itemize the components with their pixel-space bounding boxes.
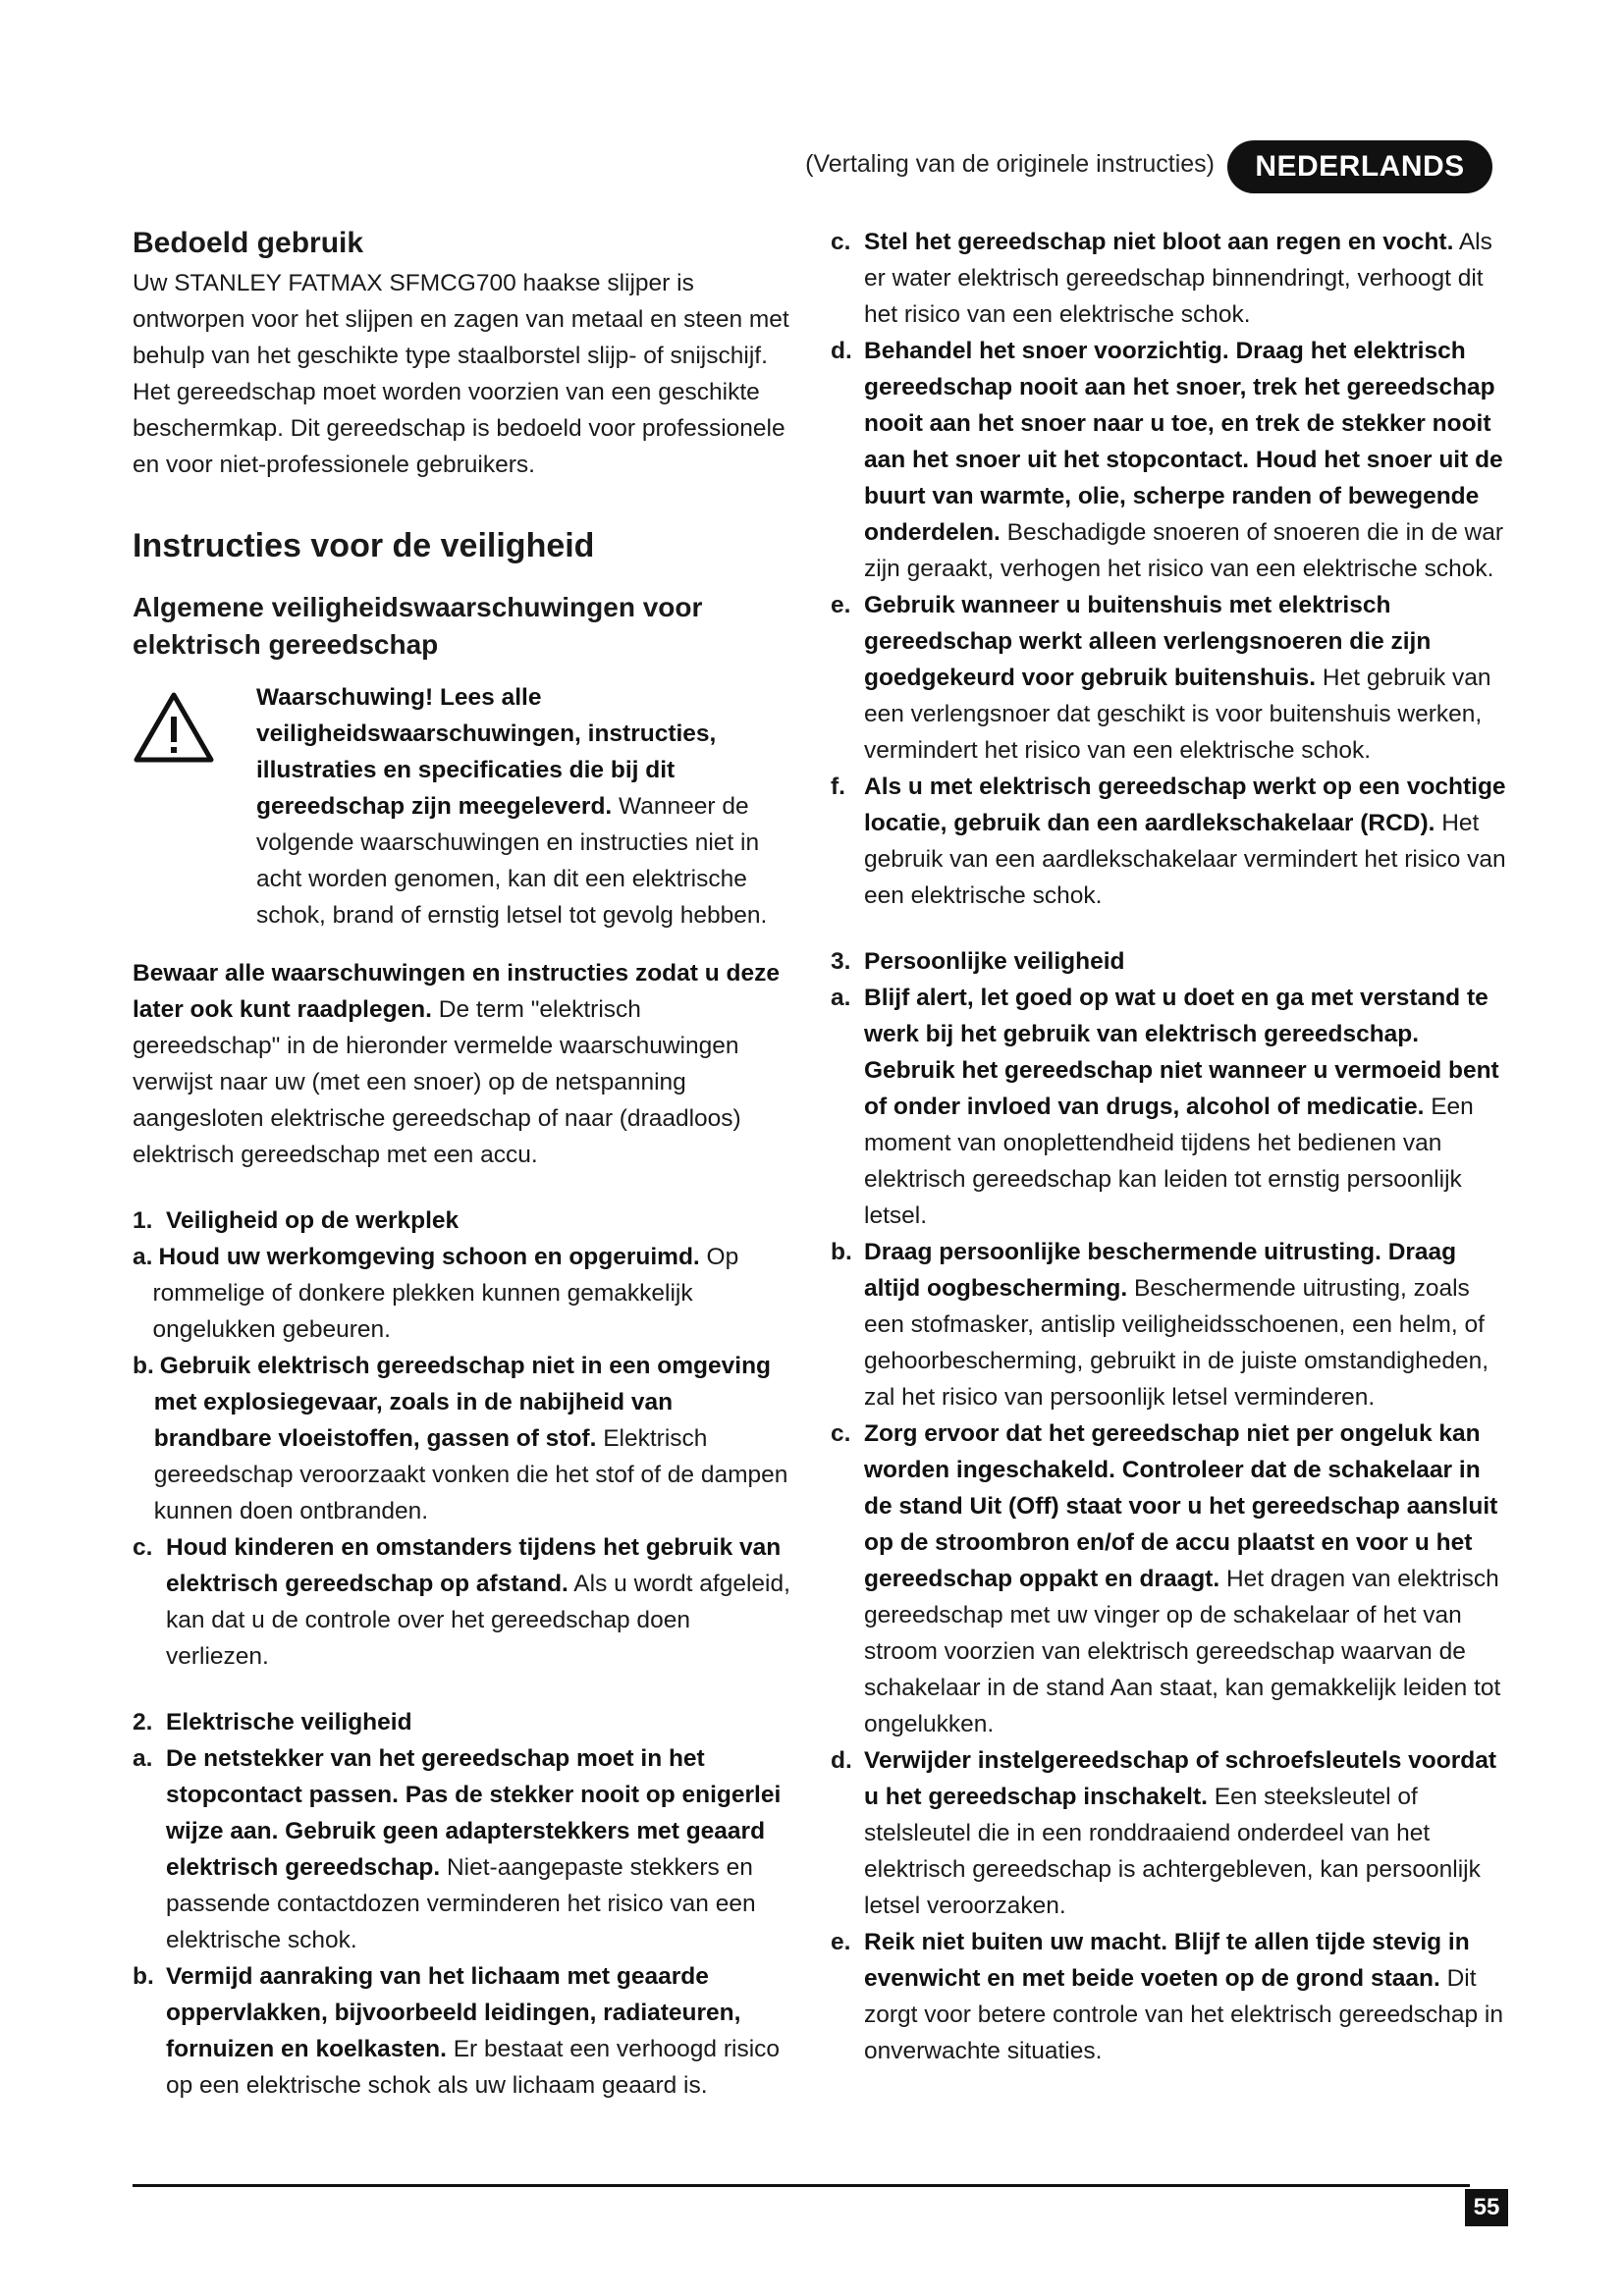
item-bold-text: Verwijder instelgereedschap of schroefsleutels voordat u het gereedschap inschakelt.	[864, 1747, 1497, 1810]
item-label: f.	[831, 774, 845, 800]
section-title: Veiligheid op de werkplek	[166, 1207, 460, 1234]
item-text: Elektrisch gereedschap veroorzaakt vonken die het stof of de dampen kunnen doen ontbranden.	[153, 1425, 788, 1524]
item-bold-text: Behandel het snoer voorzichtig. Draag het elektrisch gereedschap nooit aan het snoer, trek het gereedschap nooit aan het snoer naar u toe, en trek de stekker nooit aan het snoer uit het stopcontact. Houd het snoer uit de buurt van warmte, olie, scherpe randen of bewegende onderdelen.	[864, 338, 1503, 546]
item-text: Dit zorgt voor betere controle van het elektrisch gereedschap in onverwachte situaties.	[864, 1965, 1503, 2064]
list-item	[831, 1234, 1508, 1415]
item-bold-text: Reik niet buiten uw macht. Blijf te allen tijde stevig in evenwicht en met beide voeten op de grond staan.	[864, 1929, 1470, 1992]
list-item	[831, 1415, 1508, 1742]
item-bold-text: Stel het gereedschap niet bloot aan regen en vocht.	[864, 229, 1454, 255]
item-text: Op rommelige of donkere plekken kunnen gemakkelijk ongelukken gebeuren.	[152, 1244, 739, 1343]
right-column	[831, 224, 1508, 2069]
item-text: Beschermende uitrusting, zoals een stofmasker, antislip veiligheidsschoenen, een helm, of gehoorbescherming, gebruikt in de juiste omstandigheden, zal het risico van persoonlijk letsel verminderen.	[864, 1275, 1489, 1411]
item-bold-text: Gebruik elektrisch gereedschap niet in een omgeving met explosiegevaar, zoals in de nabijheid van brandbare vloeistoffen, gassen of stof.	[153, 1353, 772, 1452]
keep-normal-text: De term "elektrisch gereedschap" in de hieronder vermelde waarschuwingen verwijst naar uw (met een snoer) op de netspanning aangesloten elektrische gereedschap of naar (draadloos) elektrisch gereedschap met een accu.	[133, 996, 741, 1168]
item-text: Het gebruik van een verlengsnoer dat geschikt is voor buitenshuis werken, vermindert het risico van een elektrische schok.	[864, 665, 1491, 764]
item-bold-text: De netstekker van het gereedschap moet in het stopcontact passen. Pas de stekker nooit op enigerlei wijze aan. Gebruik geen adapterstekkers met geaard elektrisch gereedschap.	[166, 1745, 782, 1881]
left-column	[133, 224, 790, 2104]
item-label: b.	[831, 1239, 852, 1265]
keep-bold-text: Bewaar alle waarschuwingen en instructies zodat u deze later ook kunt raadplegen.	[133, 960, 780, 1023]
item-text: Een moment van onoplettendheid tijdens het bedienen van elektrisch gereedschap kan leiden tot ernstig persoonlijk letsel.	[864, 1094, 1474, 1229]
keep-instructions	[133, 955, 790, 1173]
section-2-heading	[133, 1704, 790, 1740]
list-item	[831, 769, 1508, 914]
item-bold-text: Vermijd aanraking van het lichaam met geaarde oppervlakken, bijvoorbeeld leidingen, radiateuren, fornuizen en koelkasten.	[166, 1963, 741, 2062]
header-caption: (Vertaling van de originele instructies)	[805, 150, 1215, 178]
item-text: Als er water elektrisch gereedschap binnendringt, verhoogt dit het risico van een elektrische schok.	[864, 229, 1492, 328]
list-item	[133, 1529, 790, 1675]
item-bold-text: Blijf alert, let goed op wat u doet en ga met verstand te werk bij het gebruik van elektrisch gereedschap. Gebruik het gereedschap niet wanneer u vermoeid bent of onder invloed van drugs, alcohol of medicatie.	[864, 985, 1499, 1120]
language-badge: NEDERLANDS	[1227, 140, 1492, 193]
section-3-heading	[831, 943, 1508, 980]
warning-block	[133, 679, 790, 934]
item-label: e.	[831, 1929, 851, 1955]
section-1-heading	[133, 1202, 790, 1239]
section-number: 1.	[133, 1207, 153, 1234]
item-label: a.	[133, 1244, 153, 1270]
item-bold-text: Draag persoonlijke beschermende uitrusting. Draag altijd oogbescherming.	[864, 1239, 1457, 1302]
page-number: 55	[1465, 2189, 1508, 2226]
item-text: Er bestaat een verhoogd risico op een elektrische schok als uw lichaam geaard is.	[166, 2036, 781, 2099]
list-item	[831, 587, 1508, 769]
item-bold-text: Zorg ervoor dat het gereedschap niet per ongeluk kan worden ingeschakeld. Controleer dat de schakelaar in de stand Uit (Off) staat voor u het gereedschap aansluit op de stroombron en/of de accu plaatst en voor u het gereedschap oppakt en draagt.	[864, 1420, 1498, 1592]
general-warnings-heading: Algemene veiligheidswaarschuwingen voor elektrisch gereedschap	[133, 592, 703, 660]
item-text: Beschadigde snoeren of snoeren die in de war zijn geraakt, verhogen het risico van een elektrische schok.	[864, 519, 1503, 582]
list-item	[133, 1348, 790, 1529]
safety-heading: Instructies voor de veiligheid	[133, 527, 595, 564]
item-label: b.	[133, 1963, 154, 1990]
intended-use-text: Uw STANLEY FATMAX SFMCG700 haakse slijper is ontworpen voor het slijpen en zagen van metaal en steen met behulp van het geschikte type staalborstel slijp- of snijschijf. Het gereedschap moet worden voorzien van een geschikte beschermkap. Dit gereedschap is bedoeld voor professionele en voor niet-professionele gebruikers.	[133, 270, 789, 478]
item-bold-text: Houd kinderen en omstanders tijdens het gebruik van elektrisch gereedschap op afstand.	[166, 1534, 782, 1597]
item-text: Het dragen van elektrisch gereedschap met uw vinger op de schakelaar of het van stroom voorzien van elektrisch gereedschap waarvan de schakelaar in de stand Aan staat, kan gemakkelijk leiden tot ongelukken.	[864, 1566, 1501, 1737]
item-label: c.	[831, 229, 851, 255]
list-item	[133, 1239, 790, 1348]
list-item	[831, 1924, 1508, 2069]
item-label: a.	[831, 985, 851, 1011]
item-text: Een steeksleutel of stelsleutel die in een ronddraaiend onderdeel van het elektrisch gereedschap is achtergebleven, kan persoonlijk letsel veroorzaken.	[864, 1784, 1481, 1919]
warning-text	[250, 679, 790, 934]
section-title: Elektrische veiligheid	[166, 1709, 412, 1735]
item-text: Als u wordt afgeleid, kan dat u de controle over het gereedschap doen verliezen.	[166, 1571, 790, 1670]
list-item	[831, 224, 1508, 333]
intended-use-heading: Bedoeld gebruik	[133, 227, 364, 259]
warning-triangle-icon	[133, 679, 250, 934]
list-item	[831, 980, 1508, 1234]
item-bold-text: Gebruik wanneer u buitenshuis met elektrisch gereedschap werkt alleen verlengsnoeren die zijn goedgekeurd voor gebruik buitenshuis.	[864, 592, 1432, 691]
section-number: 2.	[133, 1709, 153, 1735]
section-title: Persoonlijke veiligheid	[864, 948, 1125, 975]
item-label: a.	[133, 1745, 153, 1772]
item-label: b.	[133, 1353, 154, 1379]
footer-divider	[133, 2184, 1470, 2187]
item-label: d.	[831, 1747, 852, 1774]
warning-normal-text: Wanneer de volgende waarschuwingen en instructies niet in acht worden genomen, kan dit een elektrische schok, brand of ernstig letsel tot gevolg hebben.	[256, 793, 768, 929]
section-number: 3.	[831, 948, 851, 975]
item-label: e.	[831, 592, 851, 618]
item-text: Niet-aangepaste stekkers en passende contactdozen verminderen het risico van een elektrische schok.	[166, 1854, 756, 1953]
item-text: Het gebruik van een aardlekschakelaar vermindert het risico van een elektrische schok.	[864, 810, 1506, 909]
item-bold-text: Als u met elektrisch gereedschap werkt op een vochtige locatie, gebruik dan een aardlekschakelaar (RCD).	[864, 774, 1506, 836]
item-bold-text: Houd uw werkomgeving schoon en opgeruimd.	[158, 1244, 700, 1270]
list-item	[133, 1958, 790, 2104]
list-item	[831, 1742, 1508, 1924]
list-item	[831, 333, 1508, 587]
warning-bold-text: Waarschuwing! Lees alle veiligheidswaarschuwingen, instructies, illustraties en specificaties die bij dit gereedschap zijn meegeleverd.	[256, 684, 717, 820]
item-label: d.	[831, 338, 852, 364]
list-item	[133, 1740, 790, 1958]
item-label: c.	[831, 1420, 851, 1447]
item-label: c.	[133, 1534, 153, 1561]
